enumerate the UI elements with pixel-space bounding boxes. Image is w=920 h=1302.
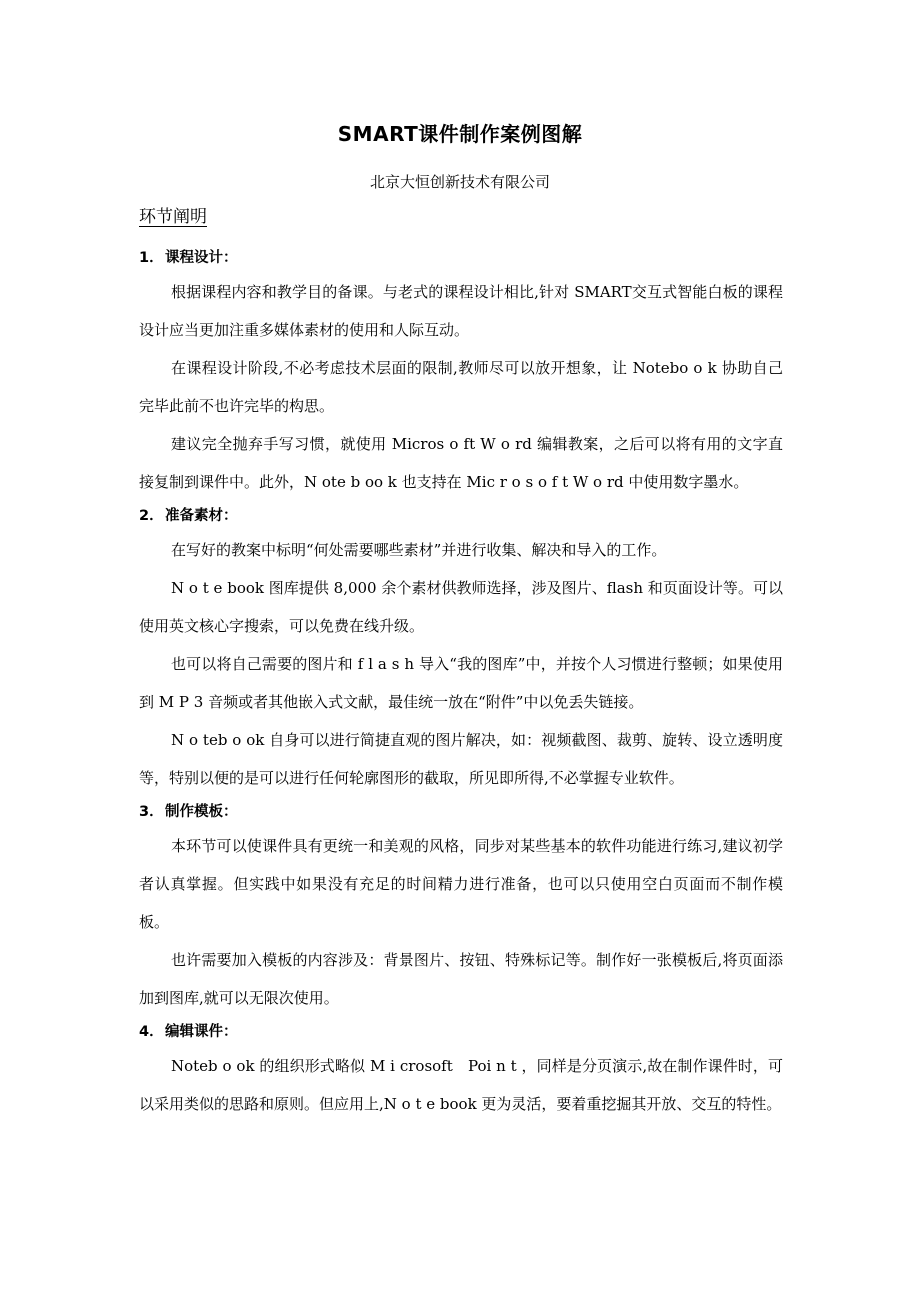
section-4-heading [139, 1017, 783, 1047]
section-2-heading [139, 501, 783, 531]
section-1-heading [139, 243, 783, 273]
section-4 [139, 1017, 783, 1123]
section-title: 制作模板： [165, 804, 238, 820]
section-number: 1． [139, 250, 164, 266]
section-1 [139, 243, 783, 501]
section-title: 编辑课件： [165, 1024, 238, 1040]
section-heading: 环节阐明 [139, 207, 207, 227]
section-number: 4． [139, 1024, 164, 1040]
document-title: SMART课件制作案例图解 [337, 122, 583, 146]
paragraph: 本环节可以使课件具有更统一和美观的风格，同步对某些基本的软件功能进行练习,建议初学者认真掌握。但实践中如果没有充足的时间精力进行准备，也可以只使用空白页面而不制作模板。 [139, 837, 783, 931]
section-number: 2． [139, 508, 164, 524]
section-3 [139, 797, 783, 1017]
document-body [139, 243, 783, 1123]
paragraph: 在课程设计阶段,不必考虑技术层面的限制,教师尽可以放开想象，让 Notebo o k 协助自己完毕此前不也许完毕的构思。 [139, 359, 783, 415]
paragraph: 根据课程内容和教学目的备课。与老式的课程设计相比,针对 SMART交互式智能白板的课程设计应当更加注重多媒体素材的使用和人际互动。 [139, 283, 783, 339]
section-title: 课程设计： [165, 250, 238, 266]
paragraph: 在写好的教案中标明“何处需要哪些素材”并进行收集、解决和导入的工作。 [171, 541, 667, 559]
paragraph: 建议完全抛弃手写习惯，就使用 Micros o ft W o rd 编辑教案，之后可以将有用的文字直接复制到课件中。此外，N ote b oo k 也支持在 Mic r o s o f t W o rd 中使用数字墨水。 [139, 435, 783, 491]
section-2 [139, 501, 783, 797]
section-number: 3． [139, 804, 164, 820]
paragraph: 也可以将自己需要的图片和 f l a s h 导入“我的图库”中，并按个人习惯进行整顿；如果使用到 M P 3 音频或者其他嵌入式文献，最佳统一放在“附件”中以免丢失链接。 [139, 655, 783, 711]
section-3-heading [139, 797, 783, 827]
paragraph: 也许需要加入模板的内容涉及：背景图片、按钮、特殊标记等。制作好一张模板后,将页面添加到图库,就可以无限次使用。 [139, 951, 783, 1007]
paragraph: N o teb o ok 自身可以进行简捷直观的图片解决，如：视频截图、裁剪、旋转、设立透明度等，特别以便的是可以进行任何轮廓图形的截取，所见即所得,不必掌握专业软件。 [139, 731, 783, 787]
paragraph: N o t e book 图库提供 8,000 余个素材供教师选择，涉及图片、flash 和页面设计等。可以使用英文核心字搜索，可以免费在线升级。 [139, 579, 783, 635]
document-subtitle: 北京大恒创新技术有限公司 [369, 173, 550, 191]
section-title: 准备素材： [165, 508, 238, 524]
paragraph: Noteb o ok 的组织形式略似 M i crosoft Poi n t ，同样是分页演示,故在制作课件时，可以采用类似的思路和原则。但应用上,N o t e book 更为灵活，要着重挖掘其开放、交互的特性。 [139, 1057, 783, 1113]
